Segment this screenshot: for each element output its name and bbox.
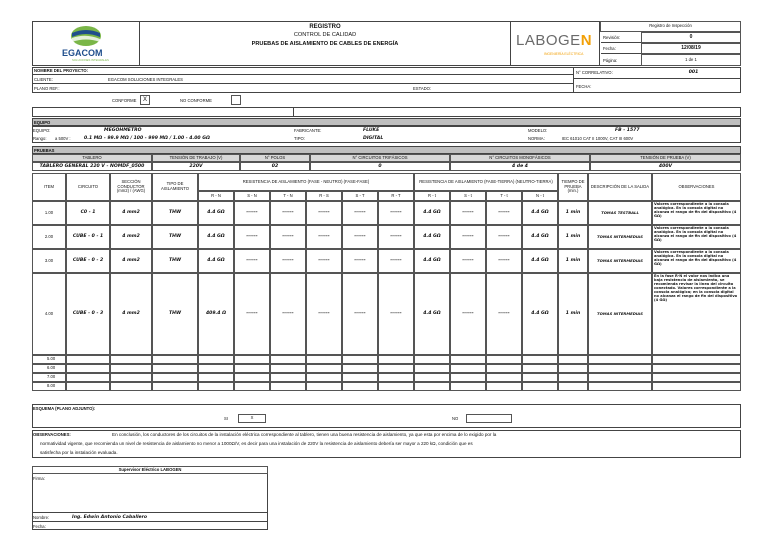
th-tiempo: TIEMPO DE PRUEBA (min.) (558, 173, 588, 201)
cell-sn: ------ (234, 249, 270, 273)
th-obs: OBSERVACIONES (652, 173, 741, 201)
empty-cell (110, 364, 152, 373)
header-subtitle: CONTROL DE CALIDAD (293, 32, 357, 38)
registro-label: Registro de Inspección (600, 21, 741, 32)
empty-cell (270, 382, 306, 391)
th-sub-ft: T - t (486, 191, 522, 201)
cell-nt: 4.4 GΩ (522, 249, 558, 273)
empty-cell (588, 355, 652, 364)
cell-rt-ft: 4.4 GΩ (414, 201, 450, 225)
empty-cell (558, 364, 588, 373)
empty-cell (522, 382, 558, 391)
v-trif: 0 (310, 162, 450, 171)
tipo-value: DIGITAL (363, 136, 384, 141)
cell-item: 6.00 (32, 364, 66, 373)
empty-cell (450, 382, 486, 391)
cell-rs: ------ (306, 201, 342, 225)
cell-st: ------ (342, 225, 378, 249)
conforme-checkbox[interactable]: X (140, 95, 150, 105)
header-title: REGISTRO (309, 24, 341, 30)
cell-desc: TOMAS INTERMEDIAS (588, 273, 652, 355)
empty-cell (66, 364, 110, 373)
obs-text-3: satisfecha por la instalación evaluada. (40, 449, 118, 455)
correlativo-label: N° CORRELATIVO: (573, 67, 646, 79)
cell-rt-ft: 4.4 GΩ (414, 225, 450, 249)
no-conforme-checkbox[interactable] (231, 95, 241, 105)
th-sub-ff: R - T (378, 191, 414, 201)
cell-st-ft: ------ (450, 249, 486, 273)
h-polos: N° POLOS (240, 154, 310, 162)
empty-cell (558, 373, 588, 382)
empty-cell (306, 355, 342, 364)
empty-cell (414, 382, 450, 391)
cell-seccion: 4 mm2 (110, 249, 152, 273)
h-tablero: TABLERO (32, 154, 152, 162)
h-trif: N° CIRCUITOS TRIFÁSICOS (310, 154, 450, 162)
empty-cell (558, 382, 588, 391)
revision-label: Revisión: (601, 32, 641, 43)
empty-cell (588, 373, 652, 382)
cell-circuito: CUBE - 0 - 1 (66, 225, 110, 249)
rango-label: Rango: (33, 136, 47, 141)
obs-text-1: En conclusión, los conductores de los circuitos de la instalación eléctrica correspondiente al tablero, tienen una buena resistencia de aislamiento, ya que esta por encima de lo exigido por la (112, 431, 497, 437)
cell-item: 4.00 (32, 273, 66, 355)
cell-tiempo: 1 min (558, 273, 588, 355)
th-tipo: TIPO DE AISLAMIENTO (152, 173, 198, 201)
empty-cell (652, 382, 741, 391)
conforme-label: CONFORME (112, 97, 137, 103)
cell-tn: ------ (270, 225, 306, 249)
equipo-value: MEGOHMETRO (104, 127, 142, 133)
th-sub-ff: R - N (198, 191, 234, 201)
fabricante-label: FABRICANTE: (294, 127, 322, 133)
th-res-ff: RESISTENCIA DE AISLAMIENTO (FASE - NEUTRO) (FASE-FASE) (198, 173, 414, 191)
tipo-label: TIPO: (294, 136, 305, 141)
spacer-row (32, 107, 741, 117)
egacom-logo-sub: SOLUCIONES INTEGRALES (72, 58, 109, 62)
cell-rs: ------ (306, 273, 342, 355)
th-sub-ff: R - S (306, 191, 342, 201)
cell-nt: 4.4 GΩ (522, 225, 558, 249)
cell-st: ------ (342, 273, 378, 355)
equipo-section-title: EQUIPO (32, 118, 741, 126)
cell-rs: ------ (306, 225, 342, 249)
norma-value: IEC 61010 CAT II 1000V, CAT III 600V (562, 136, 634, 141)
firma-label: Firma: (33, 475, 45, 481)
fecha-value: 12/08/19 (641, 43, 741, 54)
cell-item: 7.00 (32, 373, 66, 382)
empty-cell (110, 355, 152, 364)
empty-cell (450, 373, 486, 382)
cell-rt-ft: 4.4 GΩ (414, 273, 450, 355)
cell-tipo: THW (152, 201, 198, 225)
cell-obs: Valores correspondiente a la consola analógica. En la consola digital no alcanza el rango de fin del dispositivo (4 GΩ) (652, 249, 741, 273)
rango-sub: a 500V : (55, 136, 71, 141)
empty-cell (270, 373, 306, 382)
empty-cell (486, 382, 522, 391)
cell-item: 2.00 (32, 225, 66, 249)
th-sub-ft: R - t (414, 191, 450, 201)
empty-cell (558, 355, 588, 364)
cell-tipo: THW (152, 273, 198, 355)
cell-item: 5.00 (32, 355, 66, 364)
cell-st-ft: ------ (450, 273, 486, 355)
cell-seccion: 4 mm2 (110, 273, 152, 355)
empty-cell (342, 364, 378, 373)
cliente-value: EGACOM SOLUCIONES INTEGRALES (108, 75, 573, 84)
cell-circuito: C0 - 1 (66, 201, 110, 225)
v-tension: 220V (152, 162, 240, 171)
cell-seccion: 4 mm2 (110, 225, 152, 249)
th-sub-ft: N - t (522, 191, 558, 201)
empty-cell (652, 355, 741, 364)
labogen-text-b: N (580, 32, 593, 49)
th-seccion: SECCIÓN CONDUCTOR (mm2) / (AWG) (110, 173, 152, 201)
fecha-label: Fecha: (601, 43, 641, 54)
cell-rn: 4.4 GΩ (198, 249, 234, 273)
cell-rn: 409.4 Ω (198, 273, 234, 355)
cell-rn: 4.4 GΩ (198, 201, 234, 225)
cell-item: 8.00 (32, 382, 66, 391)
esquema-no-label: NO (452, 416, 459, 421)
empty-cell (234, 373, 270, 382)
empty-cell (306, 373, 342, 382)
cell-rs: ------ (306, 249, 342, 273)
fabricante-value: FLUKE (363, 127, 380, 133)
obs-text-2: normatividad vigente, que recomienda un nivel de resistencia de aislamiento no menor a 1000Ω/V, es decir para una instalación de 220V la resistencia de aislamiento debería ser mayor a 220 kΩ, condición que es (40, 440, 473, 446)
cell-nt: 4.4 GΩ (522, 201, 558, 225)
cell-tiempo: 1 min (558, 201, 588, 225)
cell-tiempo: 1 min (558, 249, 588, 273)
project-fecha-label: FECHA: (573, 79, 646, 93)
cell-tt: ------ (486, 249, 522, 273)
cell-obs: En la fase R-N el valor nos indica una baja resistencia de aislamiento, se recomienda revisar la línea del circuito conectado. Valores correspondiente a la consola analógica; en la consola digital no alcanza el rango de fin del dispositivo (4 GΩ) (652, 273, 741, 355)
empty-cell (522, 364, 558, 373)
empty-cell (588, 382, 652, 391)
labogen-sub: INGENIERÍA ELÉCTRICA (544, 52, 584, 56)
empty-cell (152, 382, 198, 391)
esquema-si-box[interactable]: X (238, 414, 266, 423)
cell-desc: TOMAS INTERMEDIAS (588, 225, 652, 249)
empty-cell (486, 355, 522, 364)
cell-rt: ------ (378, 273, 414, 355)
firma-fecha-label: Fecha: (32, 521, 268, 530)
labogen-logo (516, 32, 592, 49)
empty-cell (652, 364, 741, 373)
cell-tt: ------ (486, 273, 522, 355)
v-tablero: TABLERO GENERAL 220 V - NOMDF_0500 (32, 162, 152, 171)
cell-item: 1.00 (32, 201, 66, 225)
empty-cell (414, 364, 450, 373)
empty-cell (270, 364, 306, 373)
firma-nombre-value: Ing. Edwin Antonio Caballero (72, 512, 268, 521)
cell-st-ft: ------ (450, 201, 486, 225)
modelo-value: FB - 1577 (615, 127, 640, 133)
th-sub-ft: S - t (450, 191, 486, 201)
modelo-label: MODELO: (528, 127, 548, 133)
empty-cell (152, 364, 198, 373)
no-conforme-label: NO CONFORME (180, 97, 212, 103)
cell-tn: ------ (270, 201, 306, 225)
esquema-no-box[interactable] (466, 414, 512, 423)
spacer-divider (293, 107, 294, 117)
v-prueba: 400V (590, 162, 741, 171)
header-center (140, 21, 510, 66)
empty-cell (652, 373, 741, 382)
v-mono: 4 de 4 (450, 162, 590, 171)
cell-tipo: THW (152, 225, 198, 249)
empty-cell (486, 364, 522, 373)
cell-sn: ------ (234, 201, 270, 225)
cell-sn: ------ (234, 225, 270, 249)
norma-label: NORMA: (528, 136, 545, 141)
egacom-logo-icon (66, 25, 106, 47)
cell-rt-ft: 4.4 GΩ (414, 249, 450, 273)
empty-cell (110, 382, 152, 391)
h-prueba: TENSIÓN DE PRUEBA (V) (590, 154, 741, 162)
empty-cell (342, 373, 378, 382)
cell-st-ft: ------ (450, 225, 486, 249)
labogen-text-a: LABOGE (516, 32, 581, 49)
empty-cell (152, 373, 198, 382)
empty-cell (588, 364, 652, 373)
header-doc-title: PRUEBAS DE AISLAMIENTO DE CABLES DE ENERGÍA (251, 41, 399, 47)
empty-cell (270, 355, 306, 364)
empty-cell (414, 355, 450, 364)
cell-tt: ------ (486, 225, 522, 249)
empty-cell (342, 355, 378, 364)
empty-cell (306, 364, 342, 373)
h-tension: TENSIÓN DE TRABAJO (V) (152, 154, 240, 162)
logo-right-area (510, 21, 600, 66)
cell-tipo: THW (152, 249, 198, 273)
pruebas-section-title: PRUEBAS (32, 146, 741, 154)
empty-cell (486, 373, 522, 382)
cell-tn: ------ (270, 273, 306, 355)
empty-cell (198, 364, 234, 373)
empty-cell (234, 364, 270, 373)
h-mono: N° CIRCUITOS MONOFÁSICOS (450, 154, 590, 162)
empty-cell (198, 382, 234, 391)
cell-nt: 4.4 GΩ (522, 273, 558, 355)
cell-tn: ------ (270, 249, 306, 273)
th-sub-ff: S - N (234, 191, 270, 201)
th-sub-ff: T - N (270, 191, 306, 201)
equipo-label: EQUIPO: (33, 127, 51, 133)
empty-cell (152, 355, 198, 364)
empty-cell (66, 373, 110, 382)
th-circuito: CIRCUITO (66, 173, 110, 201)
rango-value: 0.1 MΩ - 99.9 MΩ / 100 - 999 MΩ / 1.00 - 4.00 GΩ (84, 136, 210, 141)
empty-cell (342, 382, 378, 391)
empty-cell (378, 364, 414, 373)
pagina-label: Página: (603, 57, 618, 63)
cell-rn: 4.4 GΩ (198, 225, 234, 249)
cell-seccion: 4 mm2 (110, 201, 152, 225)
cell-rt: ------ (378, 225, 414, 249)
esquema-label: ESQUEMA (PLANO ADJUNTO): (33, 405, 96, 411)
empty-cell (198, 355, 234, 364)
cell-circuito: CUBE - 0 - 3 (66, 273, 110, 355)
th-item: ITEM (32, 173, 66, 201)
cell-obs: Valores correspondiente a la consola analógica. En la consola digital no alcanza el rango de fin del dispositivo (4 GΩ) (652, 201, 741, 225)
cell-item: 3.00 (32, 249, 66, 273)
revision-value: 0 (641, 32, 741, 43)
pagina-value: 1 de 1 (641, 54, 741, 66)
cell-tiempo: 1 min (558, 225, 588, 249)
empty-cell (450, 364, 486, 373)
empty-cell (234, 355, 270, 364)
cell-sn: ------ (234, 273, 270, 355)
empty-cell (522, 373, 558, 382)
empty-cell (198, 373, 234, 382)
empty-cell (66, 382, 110, 391)
empty-cell (522, 355, 558, 364)
esquema-si-label: SI (224, 416, 228, 421)
cell-rt: ------ (378, 201, 414, 225)
estado-label: ESTADO: (413, 86, 432, 91)
obs-label: OBSERVACIONES: (33, 431, 71, 437)
cell-circuito: CUBE - 0 - 2 (66, 249, 110, 273)
empty-cell (378, 355, 414, 364)
empty-cell (378, 382, 414, 391)
th-sub-ff: S - T (342, 191, 378, 201)
empty-cell (234, 382, 270, 391)
cliente-label: CLIENTE: (33, 75, 108, 84)
firma-supervisor: Supervisor Eléctrico LABOGEN (32, 466, 268, 474)
firma-nombre-label: Nombre: (32, 512, 72, 521)
th-res-ft: RESISTENCIA DE AISLAMIENTO (FASE-TIERRA) (NEUTRO-TIERRA) (414, 173, 558, 191)
egacom-logo-text: EGACOM (62, 48, 103, 58)
empty-cell (414, 373, 450, 382)
cell-st: ------ (342, 249, 378, 273)
empty-cell (306, 382, 342, 391)
project-name-label: NOMBRE DEL PROYECTO: (33, 67, 573, 75)
cell-desc: TOMAS TESTBALL (588, 201, 652, 225)
v-polos: 02 (240, 162, 310, 171)
plano-label: PLANO REF.: (34, 86, 60, 91)
empty-cell (450, 355, 486, 364)
empty-cell (66, 355, 110, 364)
cell-tt: ------ (486, 201, 522, 225)
logo-left-area (32, 21, 140, 66)
cell-desc: TOMAS INTERMEDIAS (588, 249, 652, 273)
empty-cell (110, 373, 152, 382)
correlativo-value: 001 (646, 67, 741, 79)
empty-cell (378, 373, 414, 382)
cell-rt: ------ (378, 249, 414, 273)
cell-st: ------ (342, 201, 378, 225)
cell-obs: Valores correspondiente a la consola analógica. En la consola digital no alcanza el rango de fin del dispositivo (4 GΩ) (652, 225, 741, 249)
th-desc: DESCRIPCIÓN DE LA SALIDA (588, 173, 652, 201)
